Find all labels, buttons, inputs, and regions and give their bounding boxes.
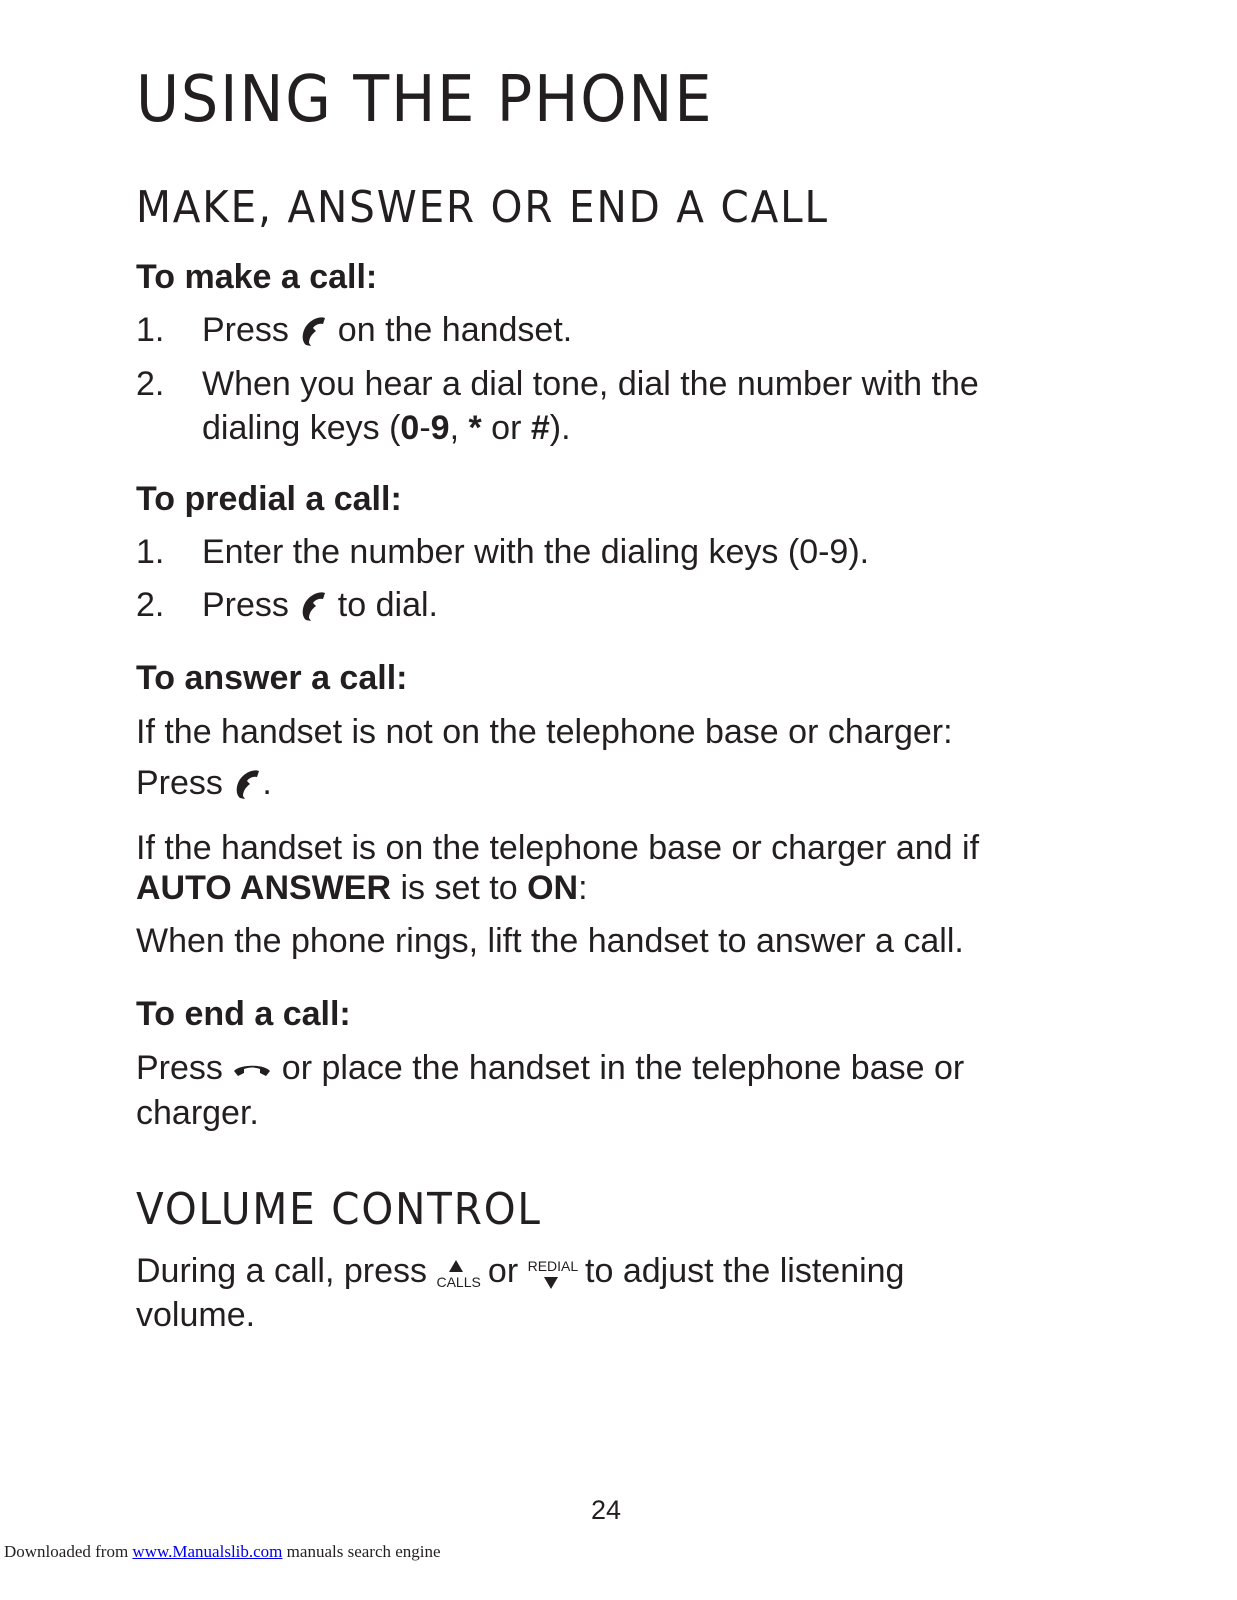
step-text: on the handset. bbox=[328, 311, 573, 349]
answer-line-4 bbox=[136, 866, 588, 910]
manualslib-link[interactable]: www.Manualslib.com bbox=[132, 1542, 283, 1561]
download-footer bbox=[4, 1543, 441, 1560]
calls-key-label: CALLS bbox=[436, 1274, 481, 1290]
redial-down-key bbox=[527, 1258, 579, 1293]
answer-heading: To answer a call: bbox=[136, 659, 408, 697]
step-text: - bbox=[419, 409, 431, 447]
phone-off-hook-icon bbox=[298, 315, 328, 349]
triangle-up-icon bbox=[448, 1259, 464, 1275]
body-text: or bbox=[478, 1252, 528, 1290]
key-label: 0 bbox=[400, 409, 420, 447]
step-text: ). bbox=[549, 409, 571, 447]
page-title: USING THE PHONE bbox=[136, 63, 714, 137]
key-label: 9 bbox=[430, 409, 450, 447]
answer-line-5: When the phone rings, lift the handset to answer a call. bbox=[136, 922, 964, 960]
footer-text: Downloaded from bbox=[4, 1542, 133, 1561]
page-number: 24 bbox=[590, 1495, 622, 1525]
make-call-step-1 bbox=[202, 308, 572, 352]
volume-line-2: volume. bbox=[136, 1296, 256, 1334]
predial-step-2 bbox=[202, 583, 438, 627]
list-number: 2. bbox=[136, 365, 165, 403]
make-call-step-2-line-1: When you hear a dial tone, dial the number with the bbox=[202, 365, 979, 403]
body-text: or place the handset in the telephone base or bbox=[272, 1049, 965, 1087]
volume-line-1 bbox=[136, 1249, 904, 1293]
phone-off-hook-icon bbox=[232, 768, 262, 802]
triangle-down-icon bbox=[543, 1276, 559, 1292]
step-text: , bbox=[449, 409, 469, 447]
footer-text: manuals search engine bbox=[282, 1542, 441, 1561]
answer-line-2 bbox=[136, 761, 272, 805]
predial-step-1: Enter the number with the dialing keys (0-9). bbox=[202, 533, 870, 571]
list-number: 2. bbox=[136, 586, 165, 624]
answer-line-3: If the handset is on the telephone base or charger and if bbox=[136, 829, 980, 867]
redial-key-label: REDIAL bbox=[527, 1258, 579, 1274]
body-text: Press bbox=[136, 764, 233, 802]
key-label: # bbox=[530, 409, 550, 447]
end-call-line-1 bbox=[136, 1046, 964, 1090]
body-text: During a call, press bbox=[136, 1252, 437, 1290]
step-text: Press bbox=[202, 311, 299, 349]
key-label: * bbox=[468, 409, 482, 447]
make-call-heading: To make a call: bbox=[136, 258, 378, 296]
body-text: to adjust the listening bbox=[575, 1252, 905, 1290]
body-text: . bbox=[262, 764, 272, 802]
step-text: to dial. bbox=[328, 586, 438, 624]
end-call-line-2: charger. bbox=[136, 1094, 259, 1132]
answer-line-1: If the handset is not on the telephone base or charger: bbox=[136, 713, 953, 751]
list-number: 1. bbox=[136, 311, 165, 349]
step-text: dialing keys ( bbox=[202, 409, 401, 447]
body-text: is set to bbox=[391, 869, 528, 907]
step-text: Press bbox=[202, 586, 299, 624]
section-heading-call: MAKE, ANSWER OR END A CALL bbox=[136, 182, 829, 233]
calls-up-key bbox=[436, 1259, 481, 1293]
phone-off-hook-icon bbox=[298, 590, 328, 624]
predial-heading: To predial a call: bbox=[136, 480, 402, 518]
body-text: : bbox=[578, 869, 588, 907]
section-heading-volume: VOLUME CONTROL bbox=[136, 1184, 542, 1235]
setting-value: ON bbox=[527, 869, 579, 907]
end-call-heading: To end a call: bbox=[136, 995, 351, 1033]
phone-hang-up-icon bbox=[232, 1058, 272, 1082]
make-call-step-2-line-2 bbox=[202, 406, 571, 450]
list-number: 1. bbox=[136, 533, 165, 571]
step-text: or bbox=[481, 409, 531, 447]
setting-name: AUTO ANSWER bbox=[136, 869, 391, 907]
body-text: Press bbox=[136, 1049, 233, 1087]
